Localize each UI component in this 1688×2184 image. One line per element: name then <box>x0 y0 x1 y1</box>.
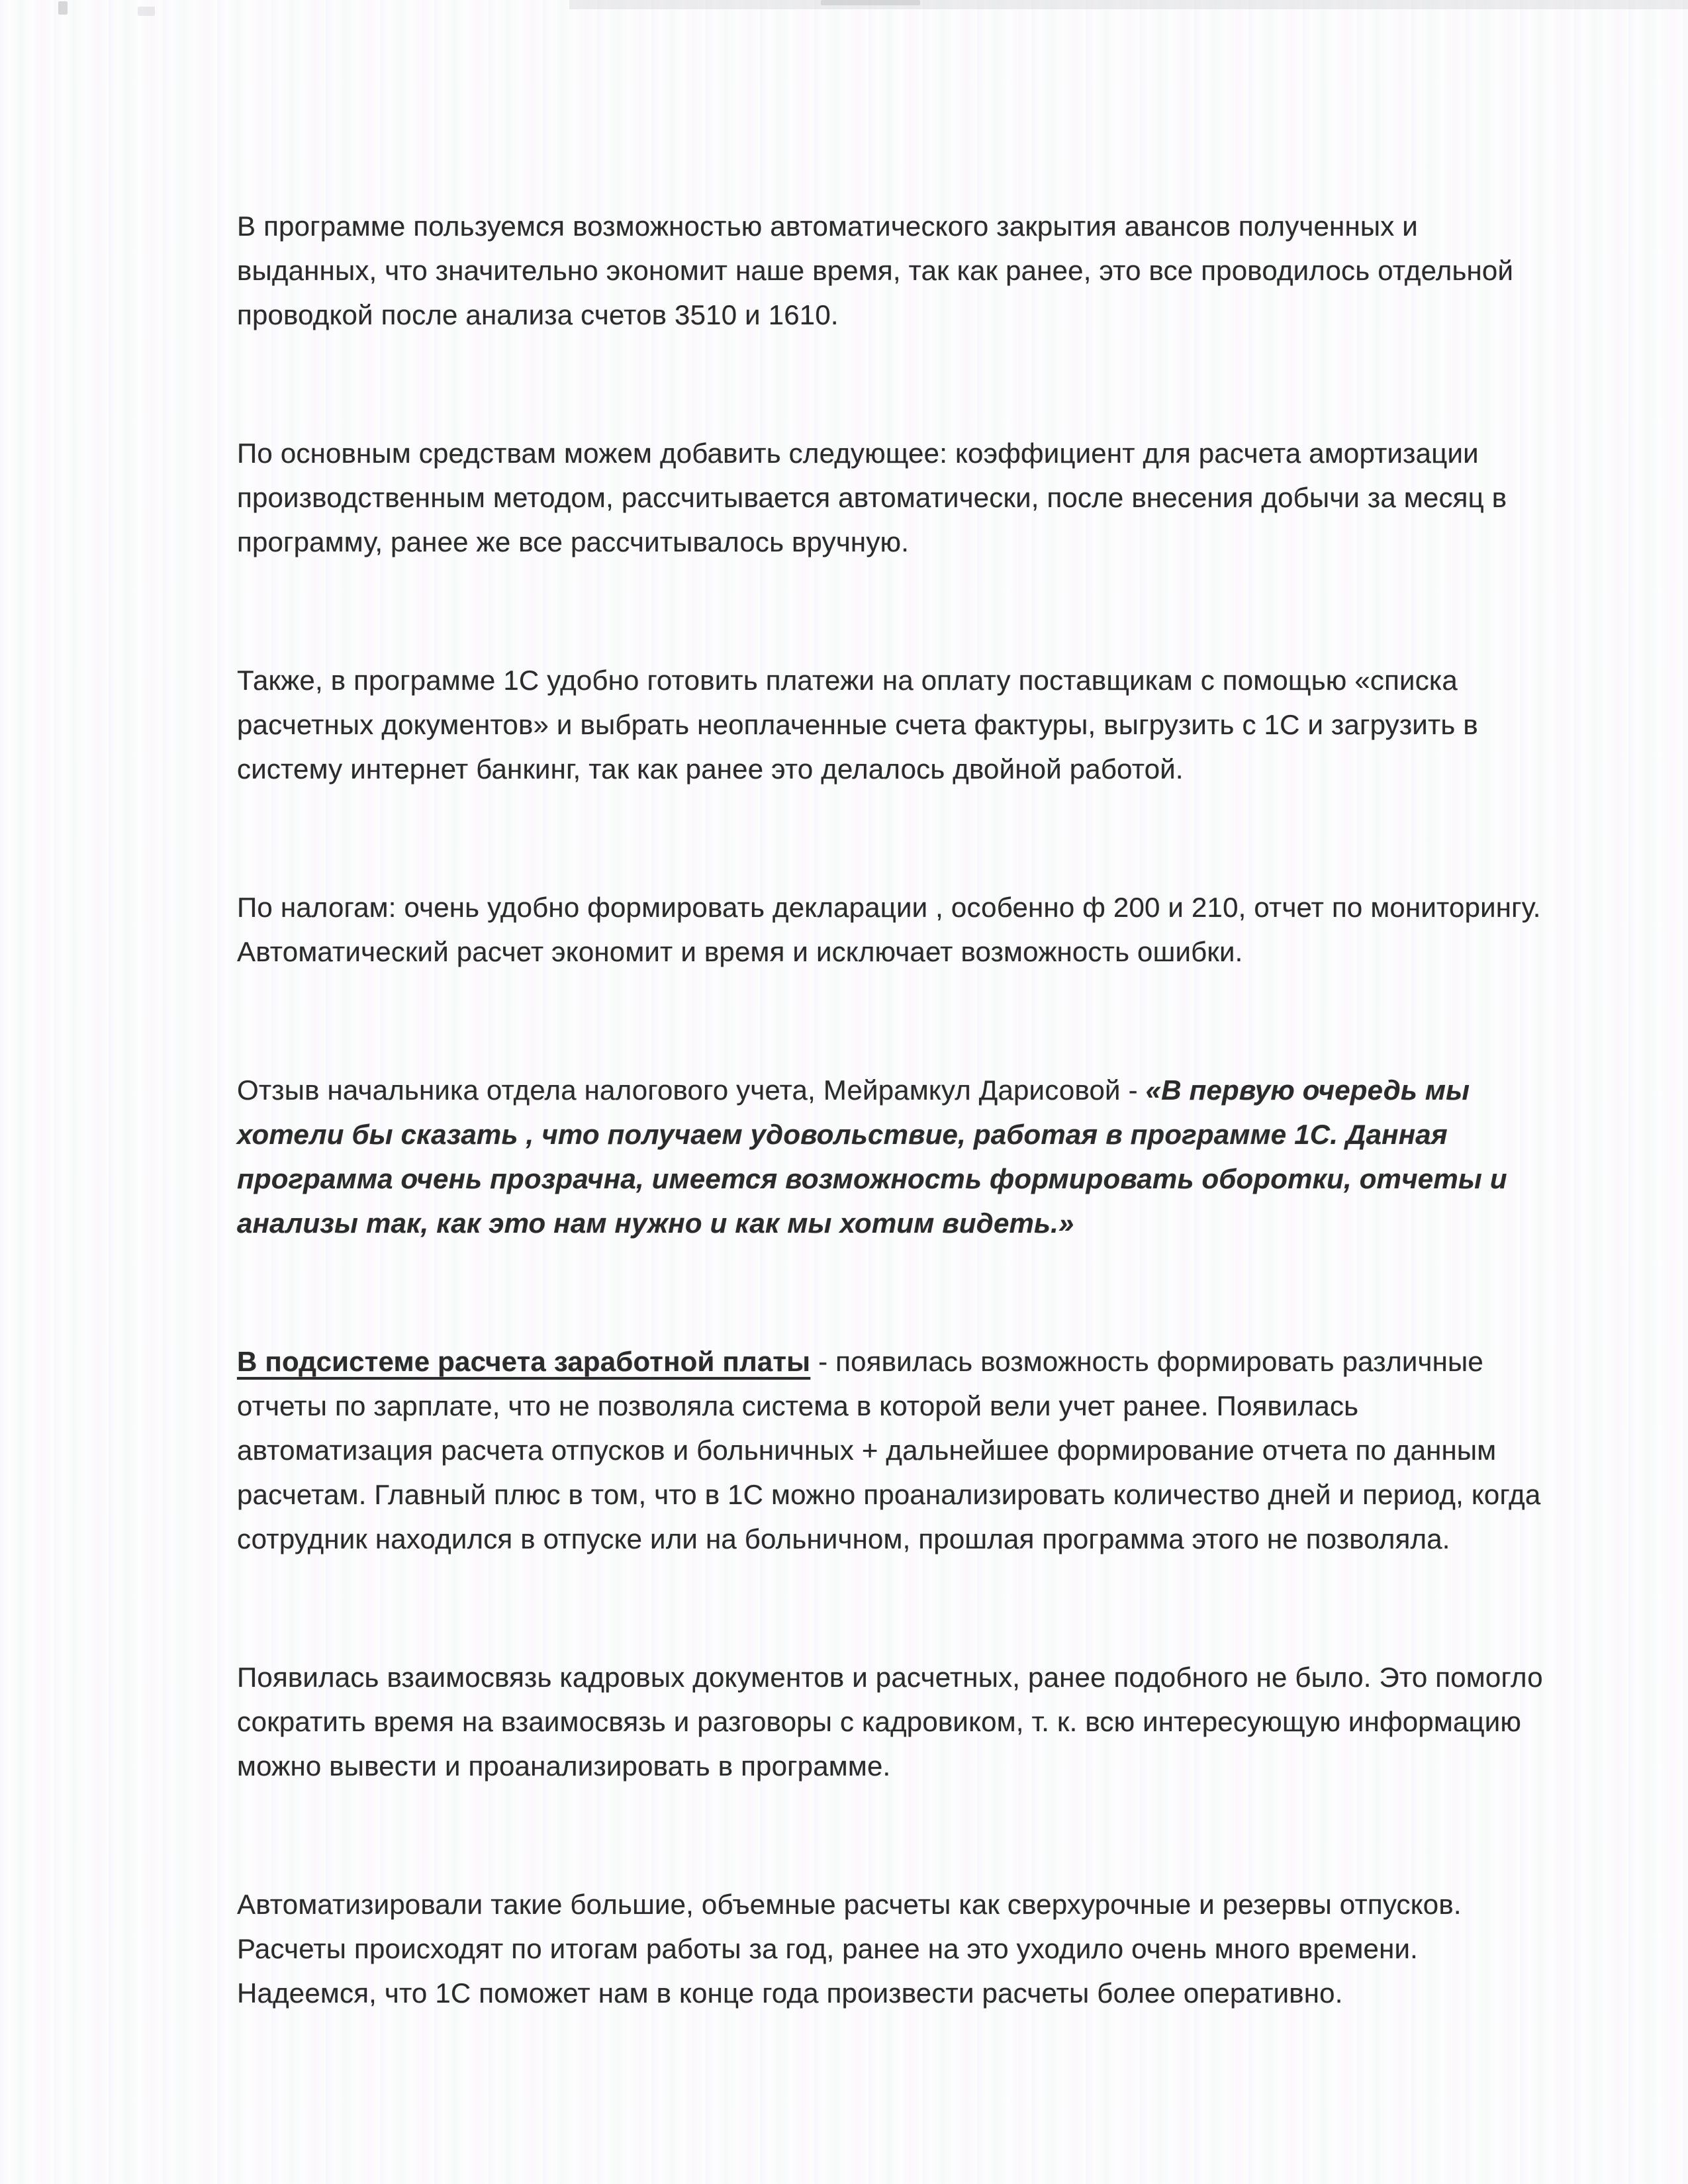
scan-artifact-speck <box>138 7 155 16</box>
scan-artifact-speck <box>58 1 68 15</box>
paragraph-fixed-assets: По основным средствам можем добавить следующее: коэффициент для расчета амортизации производственным методом, рассчитывается автоматически, после внесения добычи за месяц в программу, ранее же все рассчитывалось вручную. <box>237 438 1507 557</box>
paragraph-review-quote <box>237 1068 1546 1245</box>
review-quote-lead: Отзыв начальника отдела налогового учета, Мейрамкул Дарисовой - <box>237 1074 1146 1106</box>
paragraph-taxes: По налогам: очень удобно формировать декларации , особенно ф 200 и 210, отчет по мониторингу. Автоматический расчет экономит и время и исключает возможность ошибки. <box>237 892 1541 967</box>
paragraph-large-calculations: Автоматизировали такие большие, объемные расчеты как сверхурочные и резервы отпусков. Расчеты происходят по итогам работы за год, ранее на это уходило очень много времени. Надеемся, что 1С поможет нам в конце года произвести расчеты более оперативно. <box>237 1889 1462 2009</box>
paragraph-advance-closing: В программе пользуемся возможностью автоматического закрытия авансов полученных и выданных, что значительно экономит наше время, так как ранее, это все проводилось отдельной проводкой после анализа счетов 3510 и 1610. <box>237 211 1514 330</box>
scan-artifact-band <box>569 0 1688 9</box>
paragraph-payroll-subsystem <box>237 1339 1546 1561</box>
payroll-subsystem-heading: В подсистеме расчета заработной платы <box>237 1346 811 1377</box>
paragraph-supplier-payments: Также, в программе 1С удобно готовить платежи на оплату поставщикам с помощью «списка расчетных документов» и выбрать неоплаченные счета фактуры, выгрузить с 1С и загрузить в систему интернет банкинг, так как ранее это делалось двойной работой. <box>237 665 1478 784</box>
document-body <box>237 204 1546 2015</box>
payroll-subsystem-text: - появилась возможность формировать различные отчеты по зарплате, что не позволяла система в которой вели учет ранее. Появилась автоматизация расчета отпусков и больничных + дальнейшее формирование отчета по данным расчетам. Главный плюс в том, что в 1С можно проанализировать количество дней и период, когда сотрудник находился в отпуске или на больничном, прошлая программа этого не позволяла. <box>237 1346 1541 1554</box>
review-quote-text: «В первую очередь мы хотели бы сказать , что получаем удовольствие, работая в программе 1С. Данная программа очень прозрачна, имеется возможность формировать оборотки, отчеты и анализы так, как это нам нужно и как мы хотим видеть.» <box>237 1074 1507 1239</box>
scan-artifact-speck <box>821 0 920 5</box>
paragraph-hr-documents-link: Появилась взаимосвязь кадровых документов и расчетных, ранее подобного не было. Это помогло сократить время на взаимосвязь и разговоры с кадровиком, т. к. всю интересующую информацию можно вывести и проанализировать в программе. <box>237 1662 1543 1781</box>
